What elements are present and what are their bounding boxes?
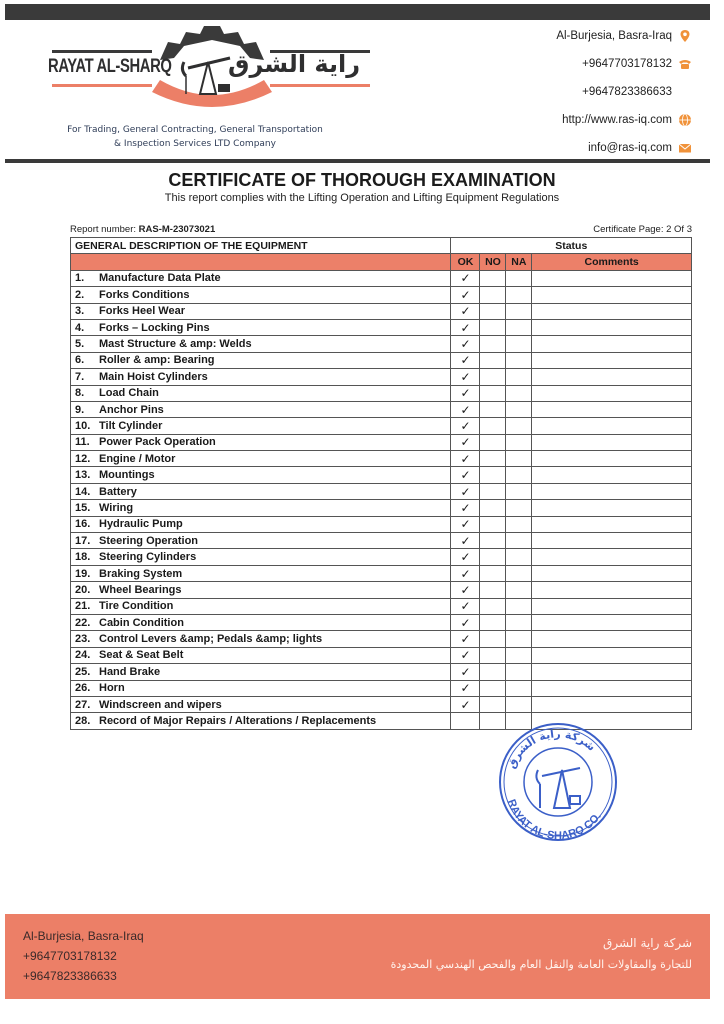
footer-company-arabic: شركة راية الشرق (603, 936, 692, 950)
check-mark-icon: ✓ (460, 484, 471, 499)
status-no-cell (480, 467, 506, 483)
status-no-cell (480, 336, 506, 352)
item-number: 25. (75, 665, 91, 678)
location-pin-icon (678, 29, 692, 43)
comments-cell (532, 500, 692, 516)
stamp-english-text: RAYAT AL-SHARQ CO. (504, 797, 604, 842)
col-ok: OK (451, 254, 480, 270)
footer-phone2: +9647823386633 (23, 969, 117, 983)
status-no-cell (480, 500, 506, 516)
table-row (71, 303, 692, 319)
status-ok-cell (451, 352, 480, 368)
check-mark-icon: ✓ (460, 648, 471, 663)
status-no-cell (480, 614, 506, 630)
status-ok-cell (451, 483, 480, 499)
item-number: 18. (75, 551, 91, 564)
table-row (71, 680, 692, 696)
status-na-cell (506, 352, 532, 368)
item-description (71, 401, 451, 417)
item-description (71, 451, 451, 467)
status-na-cell (506, 614, 532, 630)
status-na-cell (506, 467, 532, 483)
item-label: Mast Structure & amp: Welds (99, 338, 252, 351)
table-column-header (71, 254, 692, 270)
item-description (71, 582, 451, 598)
table-row (71, 336, 692, 352)
item-description (71, 549, 451, 565)
item-description (71, 680, 451, 696)
email-icon (678, 141, 692, 155)
item-description (71, 270, 451, 286)
status-na-cell (506, 598, 532, 614)
item-label: Hydraulic Pump (99, 518, 183, 531)
item-description (71, 516, 451, 532)
item-number: 5. (75, 338, 85, 351)
contact-website[interactable] (452, 106, 692, 134)
check-mark-icon: ✓ (460, 632, 471, 647)
table-row (71, 582, 692, 598)
status-no-cell (480, 270, 506, 286)
status-ok-cell (451, 696, 480, 712)
status-ok-cell (451, 401, 480, 417)
blank-header-cell (71, 254, 451, 270)
item-description (71, 631, 451, 647)
item-number: 23. (75, 633, 91, 646)
status-ok-cell (451, 319, 480, 335)
check-mark-icon: ✓ (460, 287, 471, 302)
item-number: 7. (75, 370, 85, 383)
status-na-cell (506, 500, 532, 516)
check-mark-icon: ✓ (460, 517, 471, 532)
status-na-cell (506, 319, 532, 335)
status-na-cell (506, 696, 532, 712)
check-mark-icon: ✓ (460, 664, 471, 679)
item-label: Horn (99, 682, 125, 695)
item-number: 22. (75, 616, 91, 629)
item-number: 15. (75, 501, 91, 514)
contact-phone1 (452, 50, 692, 78)
certificate-title: CERTIFICATE OF THOROUGH EXAMINATION (168, 170, 556, 190)
item-label: Record of Major Repairs / Alterations / Replacements (99, 715, 377, 728)
item-number: 26. (75, 682, 91, 695)
table-row (71, 385, 692, 401)
item-number: 13. (75, 469, 91, 482)
item-number: 20. (75, 583, 91, 596)
status-na-cell (506, 533, 532, 549)
footer-band (5, 914, 710, 999)
item-description (71, 418, 451, 434)
comments-cell (532, 549, 692, 565)
check-mark-icon: ✓ (460, 468, 471, 483)
comments-cell (532, 319, 692, 335)
table-row (71, 467, 692, 483)
status-no-cell (480, 631, 506, 647)
footer-contact (23, 926, 144, 986)
item-number: 19. (75, 567, 91, 580)
comments-cell (532, 303, 692, 319)
report-info-line (70, 224, 692, 235)
status-ok-cell (451, 336, 480, 352)
status-no-cell (480, 319, 506, 335)
check-mark-icon: ✓ (460, 369, 471, 384)
status-na-cell (506, 385, 532, 401)
item-number: 10. (75, 419, 91, 432)
item-description (71, 696, 451, 712)
status-no-cell (480, 647, 506, 663)
status-na-cell (506, 582, 532, 598)
footer-phone1: +9647703178132 (23, 949, 117, 963)
item-label: Power Pack Operation (99, 436, 216, 449)
item-description (71, 303, 451, 319)
table-row (71, 418, 692, 434)
comments-cell (532, 336, 692, 352)
status-ok-cell (451, 582, 480, 598)
comments-cell (532, 614, 692, 630)
comments-cell (532, 598, 692, 614)
status-no-cell (480, 549, 506, 565)
status-ok-cell (451, 549, 480, 565)
check-mark-icon: ✓ (460, 615, 471, 630)
status-na-cell (506, 680, 532, 696)
item-label: Seat & Seat Belt (99, 649, 184, 662)
table-row (71, 664, 692, 680)
status-ok-cell (451, 287, 480, 303)
status-ok-cell (451, 418, 480, 434)
comments-cell (532, 352, 692, 368)
status-no-cell (480, 516, 506, 532)
col-na: NA (506, 254, 532, 270)
status-no-cell (480, 565, 506, 581)
status-no-cell (480, 664, 506, 680)
status-na-cell (506, 516, 532, 532)
item-description (71, 614, 451, 630)
status-na-cell (506, 418, 532, 434)
item-number: 6. (75, 354, 85, 367)
comments-cell (532, 483, 692, 499)
mobile-icon (678, 85, 692, 99)
item-description (71, 533, 451, 549)
status-no-cell (480, 483, 506, 499)
section-title: GENERAL DESCRIPTION OF THE EQUIPMENT (71, 238, 451, 254)
check-mark-icon: ✓ (460, 566, 471, 581)
status-ok-cell (451, 614, 480, 630)
table-row (71, 319, 692, 335)
status-ok-cell (451, 647, 480, 663)
table-row (71, 287, 692, 303)
status-ok-cell (451, 270, 480, 286)
status-ok-cell (451, 434, 480, 450)
table-row (71, 401, 692, 417)
comments-cell (532, 369, 692, 385)
item-number: 27. (75, 698, 91, 711)
contact-website-text[interactable]: http://www.ras-iq.com (562, 114, 672, 126)
check-mark-icon: ✓ (460, 386, 471, 401)
table-row (71, 352, 692, 368)
item-number: 12. (75, 452, 91, 465)
item-number: 14. (75, 485, 91, 498)
item-number: 17. (75, 534, 91, 547)
check-mark-icon: ✓ (460, 418, 471, 433)
comments-cell (532, 680, 692, 696)
item-description (71, 434, 451, 450)
status-na-cell (506, 369, 532, 385)
status-na-cell (506, 270, 532, 286)
certificate-page: Certificate Page: 2 Of 3 (593, 224, 692, 235)
status-ok-cell (451, 713, 480, 729)
table-row (71, 516, 692, 532)
item-description (71, 483, 451, 499)
table-row (71, 369, 692, 385)
item-description (71, 664, 451, 680)
header-contact-block (452, 22, 692, 162)
item-description (71, 713, 451, 729)
report-number: RAS-M-23073021 (138, 224, 216, 235)
comments-cell (532, 418, 692, 434)
status-header: Status (451, 238, 692, 254)
item-label: Steering Operation (99, 534, 199, 547)
status-ok-cell (451, 533, 480, 549)
table-row (71, 614, 692, 630)
report-number-label: Report number: (70, 224, 139, 235)
item-number: 11. (75, 436, 90, 449)
table-row (71, 483, 692, 499)
item-label: Mountings (99, 469, 155, 482)
contact-phone2 (452, 78, 692, 106)
status-no-cell (480, 385, 506, 401)
status-na-cell (506, 287, 532, 303)
item-label: Tire Condition (99, 600, 174, 613)
table-row (71, 647, 692, 663)
comments-cell (532, 664, 692, 680)
item-number: 1. (75, 272, 85, 285)
status-no-cell (480, 533, 506, 549)
item-label: Tilt Cylinder (99, 419, 163, 432)
stamp-arabic-text: شركة راية الشرق (504, 727, 598, 771)
status-no-cell (480, 401, 506, 417)
item-label: Hand Brake (99, 665, 161, 678)
table-row (71, 631, 692, 647)
status-na-cell (506, 631, 532, 647)
item-number: 21. (75, 600, 91, 613)
status-no-cell (480, 598, 506, 614)
certificate-subtitle: This report complies with the Lifting Operation and Lifting Equipment Regulations (164, 192, 560, 204)
item-label: Battery (99, 485, 137, 498)
status-no-cell (480, 303, 506, 319)
status-na-cell (506, 549, 532, 565)
check-mark-icon: ✓ (460, 402, 471, 417)
item-description (71, 319, 451, 335)
status-no-cell (480, 680, 506, 696)
company-subtitle-line2: & Inspection Services LTD Company (114, 139, 276, 149)
comments-cell (532, 631, 692, 647)
item-description (71, 500, 451, 516)
contact-email[interactable] (452, 134, 692, 162)
status-ok-cell (451, 565, 480, 581)
header-divider (5, 159, 710, 163)
item-label: Braking System (99, 567, 183, 580)
status-ok-cell (451, 631, 480, 647)
status-no-cell (480, 582, 506, 598)
status-no-cell (480, 287, 506, 303)
check-mark-icon: ✓ (460, 550, 471, 565)
status-ok-cell (451, 516, 480, 532)
footer-arabic (391, 932, 692, 976)
status-na-cell (506, 451, 532, 467)
item-description (71, 598, 451, 614)
comments-cell (532, 696, 692, 712)
table-row (71, 598, 692, 614)
status-no-cell (480, 369, 506, 385)
check-mark-icon: ✓ (460, 435, 471, 450)
item-number: 9. (75, 403, 85, 416)
item-number: 16. (75, 518, 91, 531)
item-number: 2. (75, 288, 85, 301)
status-na-cell (506, 336, 532, 352)
status-ok-cell (451, 598, 480, 614)
comments-cell (532, 533, 692, 549)
comments-cell (532, 516, 692, 532)
table-row (71, 533, 692, 549)
brand-name-english: RAYAT AL-SHARQ (48, 56, 172, 77)
item-label: Anchor Pins (99, 403, 164, 416)
item-number: 4. (75, 321, 85, 334)
comments-cell (532, 287, 692, 303)
status-ok-cell (451, 451, 480, 467)
table-row (71, 434, 692, 450)
contact-address-text: Al-Burjesia, Basra-Iraq (556, 30, 672, 42)
footer-address: Al-Burjesia, Basra-Iraq (23, 929, 144, 943)
comments-cell (532, 401, 692, 417)
item-label: Wiring (99, 501, 134, 514)
examination-table (70, 237, 692, 730)
item-label: Roller & amp: Bearing (99, 354, 215, 367)
table-row (71, 549, 692, 565)
status-no-cell (480, 696, 506, 712)
status-na-cell (506, 647, 532, 663)
status-no-cell (480, 352, 506, 368)
check-mark-icon: ✓ (460, 681, 471, 696)
status-na-cell (506, 401, 532, 417)
comments-cell (532, 385, 692, 401)
check-mark-icon: ✓ (460, 320, 471, 335)
col-no: NO (480, 254, 506, 270)
check-mark-icon: ✓ (460, 500, 471, 515)
table-section-header (71, 238, 692, 254)
comments-cell (532, 582, 692, 598)
status-no-cell (480, 434, 506, 450)
item-label: Windscreen and wipers (99, 698, 222, 711)
item-number: 3. (75, 305, 85, 318)
company-subtitle-line1: For Trading, General Contracting, General Transportation (67, 125, 323, 135)
status-ok-cell (451, 369, 480, 385)
check-mark-icon: ✓ (460, 451, 471, 466)
comments-cell (532, 467, 692, 483)
contact-phone2-text: +9647823386633 (582, 86, 672, 98)
check-mark-icon: ✓ (460, 353, 471, 368)
company-subtitle (50, 123, 340, 151)
status-ok-cell (451, 680, 480, 696)
item-description (71, 467, 451, 483)
globe-icon (678, 113, 692, 127)
item-label: Manufacture Data Plate (99, 272, 221, 285)
item-label: Forks Heel Wear (99, 305, 186, 318)
item-description (71, 647, 451, 663)
status-na-cell (506, 664, 532, 680)
phone-icon (678, 57, 692, 71)
item-description (71, 336, 451, 352)
table-row (71, 451, 692, 467)
item-description (71, 287, 451, 303)
comments-cell (532, 565, 692, 581)
company-logo (40, 22, 370, 122)
status-ok-cell (451, 385, 480, 401)
status-ok-cell (451, 467, 480, 483)
status-no-cell (480, 418, 506, 434)
status-ok-cell (451, 303, 480, 319)
check-mark-icon: ✓ (460, 533, 471, 548)
top-dark-bar (5, 4, 710, 20)
contact-phone1-text: +9647703178132 (582, 58, 672, 70)
item-number: 24. (75, 649, 91, 662)
item-label: Forks – Locking Pins (99, 321, 210, 334)
item-description (71, 352, 451, 368)
item-label: Engine / Motor (99, 452, 176, 465)
footer-description-arabic: للتجارة والمقاولات العامة والنقل العام والفحص الهندسي المحدودة (390, 958, 692, 971)
comments-cell (532, 647, 692, 663)
status-na-cell (506, 565, 532, 581)
brand-name-arabic: راية الشرق (228, 50, 361, 78)
contact-address (452, 22, 692, 50)
item-label: Load Chain (99, 387, 159, 400)
item-label: Steering Cylinders (99, 551, 197, 564)
status-na-cell (506, 303, 532, 319)
status-na-cell (506, 483, 532, 499)
comments-cell (532, 434, 692, 450)
item-description (71, 565, 451, 581)
table-row (71, 696, 692, 712)
col-comments: Comments (532, 254, 692, 270)
item-label: Wheel Bearings (99, 583, 182, 596)
item-label: Forks Conditions (99, 288, 190, 301)
status-na-cell (506, 434, 532, 450)
item-label: Cabin Condition (99, 616, 184, 629)
item-description (71, 385, 451, 401)
comments-cell (532, 270, 692, 286)
item-label: Control Levers &amp; Pedals &amp; lights (99, 633, 323, 646)
check-mark-icon: ✓ (460, 582, 471, 597)
status-ok-cell (451, 664, 480, 680)
comments-cell (532, 451, 692, 467)
table-row (71, 270, 692, 286)
check-mark-icon: ✓ (460, 337, 471, 352)
table-row (71, 500, 692, 516)
item-number: 28. (75, 715, 91, 728)
check-mark-icon: ✓ (460, 271, 471, 286)
oil-pump-icon (182, 58, 230, 94)
status-no-cell (480, 451, 506, 467)
item-number: 8. (75, 387, 85, 400)
table-row (71, 565, 692, 581)
check-mark-icon: ✓ (460, 697, 471, 712)
status-ok-cell (451, 500, 480, 516)
item-label: Main Hoist Cylinders (99, 370, 208, 383)
contact-email-text[interactable]: info@ras-iq.com (588, 142, 672, 154)
company-stamp (488, 716, 626, 846)
check-mark-icon: ✓ (460, 599, 471, 614)
check-mark-icon: ✓ (460, 304, 471, 319)
item-description (71, 369, 451, 385)
